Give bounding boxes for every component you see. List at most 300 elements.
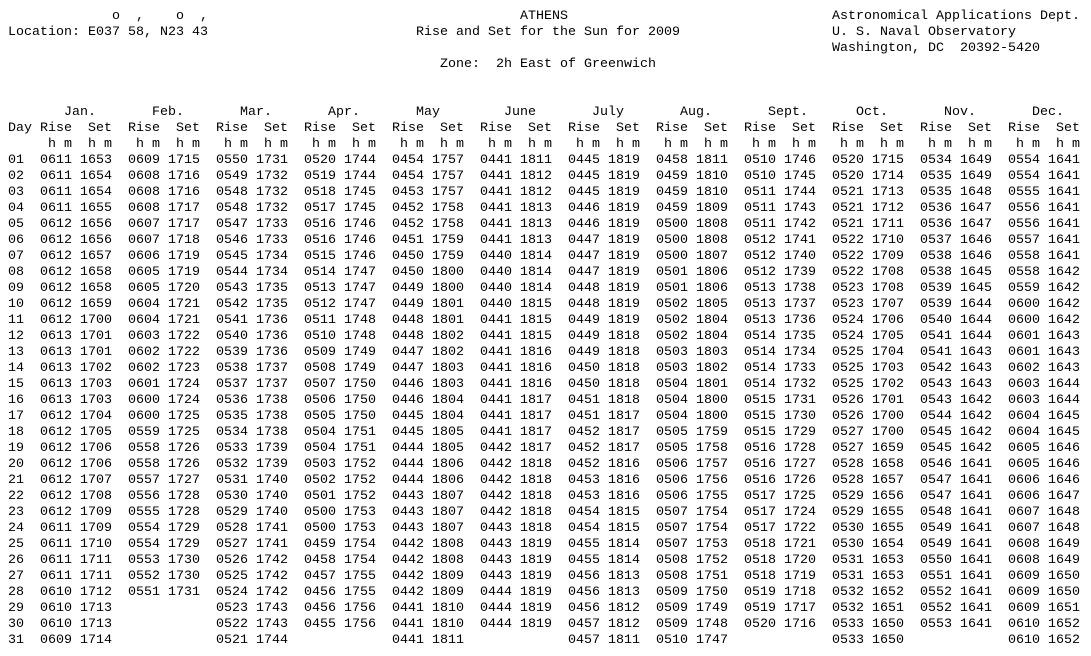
sunrise-time: 0545 bbox=[920, 425, 952, 440]
sunset-time: 1819 bbox=[520, 585, 552, 600]
table-row bbox=[8, 233, 1088, 249]
sunset-time: 1819 bbox=[608, 297, 640, 312]
sunset-time: 1733 bbox=[784, 361, 816, 376]
sunset-time: 1756 bbox=[344, 601, 376, 616]
sunrise-time: 0543 bbox=[920, 393, 952, 408]
sunrise-time: 0446 bbox=[568, 217, 600, 232]
sunset-time: 1659 bbox=[872, 441, 904, 456]
sunrise-time: 0459 bbox=[656, 201, 688, 216]
sunset-time: 1749 bbox=[344, 345, 376, 360]
sunset-time: 1819 bbox=[520, 617, 552, 632]
sunset-time: 1725 bbox=[168, 409, 200, 424]
sunrise-time: 0613 bbox=[40, 329, 72, 344]
sunset-time: 1801 bbox=[696, 377, 728, 392]
sunset-time: 1813 bbox=[608, 569, 640, 584]
sunset-time: 1659 bbox=[80, 297, 112, 312]
month-header: Feb. bbox=[152, 105, 184, 120]
sunset-time: 1758 bbox=[696, 441, 728, 456]
sunset-time: 1817 bbox=[608, 441, 640, 456]
sunrise-time: 0610 bbox=[40, 601, 72, 616]
sunset-time: 1701 bbox=[872, 393, 904, 408]
sunrise-time: 0531 bbox=[216, 473, 248, 488]
sunset-time: 1721 bbox=[168, 297, 200, 312]
sunrise-time: 0457 bbox=[304, 569, 336, 584]
sunrise-time: 0540 bbox=[920, 313, 952, 328]
sunset-time: 1752 bbox=[696, 553, 728, 568]
sunrise-time: 0613 bbox=[40, 345, 72, 360]
sunset-time: 1816 bbox=[520, 377, 552, 392]
sunrise-time: 0609 bbox=[40, 633, 72, 648]
sunrise-time: 0536 bbox=[216, 393, 248, 408]
sunrise-time: 0509 bbox=[656, 601, 688, 616]
sunrise-time: 0512 bbox=[744, 249, 776, 264]
sunset-time: 1652 bbox=[1048, 633, 1080, 648]
sunset-time: 1730 bbox=[784, 409, 816, 424]
sunset-time: 1641 bbox=[1048, 217, 1080, 232]
sunset-time: 1654 bbox=[872, 537, 904, 552]
sunset-time: 1818 bbox=[608, 393, 640, 408]
sunrise-time: 0545 bbox=[216, 249, 248, 264]
sunset-time: 1738 bbox=[256, 409, 288, 424]
rise-units-label: h m bbox=[488, 137, 512, 152]
sunrise-time: 0508 bbox=[656, 569, 688, 584]
page-title: Rise and Set for the Sun for 2009 bbox=[416, 25, 680, 40]
sunrise-time: 0448 bbox=[568, 297, 600, 312]
sunset-time: 1732 bbox=[784, 377, 816, 392]
sunrise-time: 0520 bbox=[832, 153, 864, 168]
sunrise-time: 0445 bbox=[568, 185, 600, 200]
sunrise-time: 0551 bbox=[920, 569, 952, 584]
sunset-time: 1802 bbox=[696, 361, 728, 376]
sunset-time: 1807 bbox=[432, 521, 464, 536]
sunrise-time: 0507 bbox=[656, 537, 688, 552]
time-zone: Zone: 2h East of Greenwich bbox=[440, 57, 656, 72]
set-units-label: h m bbox=[528, 137, 552, 152]
sunset-time: 1649 bbox=[1048, 553, 1080, 568]
sunset-time: 1816 bbox=[608, 473, 640, 488]
day-number: 26 bbox=[8, 553, 24, 568]
sunrise-time: 0612 bbox=[40, 249, 72, 264]
sunrise-time: 0549 bbox=[216, 169, 248, 184]
sunset-time: 1727 bbox=[784, 457, 816, 472]
sunset-time: 1653 bbox=[80, 153, 112, 168]
sunset-time: 1717 bbox=[168, 201, 200, 216]
sunset-time: 1808 bbox=[696, 217, 728, 232]
sunrise-time: 0556 bbox=[128, 489, 160, 504]
day-number: 05 bbox=[8, 217, 24, 232]
sunset-time: 1738 bbox=[784, 281, 816, 296]
sunset-time: 1747 bbox=[344, 265, 376, 280]
sunset-time: 1715 bbox=[872, 153, 904, 168]
sunset-time: 1655 bbox=[872, 521, 904, 536]
sunset-time: 1729 bbox=[168, 521, 200, 536]
header-line-4 bbox=[8, 57, 1088, 73]
sunset-time: 1815 bbox=[520, 329, 552, 344]
sunrise-time: 0609 bbox=[1008, 601, 1040, 616]
sunrise-time: 0521 bbox=[832, 217, 864, 232]
sunrise-time: 0516 bbox=[744, 441, 776, 456]
sunrise-time: 0548 bbox=[920, 505, 952, 520]
sunset-time: 1716 bbox=[168, 185, 200, 200]
sunrise-time: 0442 bbox=[480, 457, 512, 472]
sunrise-time: 0455 bbox=[568, 537, 600, 552]
sunrise-time: 0511 bbox=[304, 313, 336, 328]
sunrise-time: 0612 bbox=[40, 489, 72, 504]
sunset-time: 1729 bbox=[168, 537, 200, 552]
sunrise-time: 0507 bbox=[304, 377, 336, 392]
sunset-time: 1738 bbox=[256, 425, 288, 440]
sunrise-time: 0605 bbox=[1008, 441, 1040, 456]
sunrise-time: 0525 bbox=[216, 569, 248, 584]
header-line-3 bbox=[8, 41, 1088, 57]
sunset-time: 1715 bbox=[168, 153, 200, 168]
sunset-time: 1646 bbox=[1048, 473, 1080, 488]
day-number: 31 bbox=[8, 633, 24, 648]
sunset-time: 1647 bbox=[960, 201, 992, 216]
sunrise-time: 0537 bbox=[216, 377, 248, 392]
sunset-time: 1720 bbox=[168, 281, 200, 296]
rise-column-label: Rise bbox=[128, 121, 160, 136]
sunset-time: 1819 bbox=[608, 201, 640, 216]
rise-column-label: Rise bbox=[480, 121, 512, 136]
sunrise-time: 0519 bbox=[744, 585, 776, 600]
sunrise-time: 0442 bbox=[480, 489, 512, 504]
sunset-time: 1809 bbox=[432, 585, 464, 600]
sunrise-time: 0552 bbox=[920, 601, 952, 616]
sunrise-time: 0442 bbox=[392, 553, 424, 568]
sunset-time: 1808 bbox=[696, 233, 728, 248]
sunrise-time: 0441 bbox=[392, 633, 424, 648]
sunrise-time: 0533 bbox=[216, 441, 248, 456]
sunrise-time: 0458 bbox=[656, 153, 688, 168]
sunset-time: 1647 bbox=[960, 217, 992, 232]
sunset-time: 1803 bbox=[432, 377, 464, 392]
sunrise-time: 0454 bbox=[392, 169, 424, 184]
sunrise-time: 0612 bbox=[40, 425, 72, 440]
sunrise-time: 0512 bbox=[744, 265, 776, 280]
sunset-time: 1755 bbox=[696, 489, 728, 504]
sunrise-time: 0511 bbox=[744, 217, 776, 232]
sunrise-time: 0514 bbox=[744, 345, 776, 360]
sunset-time: 1702 bbox=[872, 377, 904, 392]
sunset-time: 1754 bbox=[344, 553, 376, 568]
sunrise-time: 0510 bbox=[656, 633, 688, 648]
table-row bbox=[8, 201, 1088, 217]
sunset-time: 1747 bbox=[344, 297, 376, 312]
sunset-time: 1650 bbox=[872, 617, 904, 632]
sunset-time: 1656 bbox=[80, 217, 112, 232]
sunrise-time: 0449 bbox=[568, 329, 600, 344]
coordinate-unit-marks: o , o , bbox=[112, 9, 208, 24]
sunset-time: 1735 bbox=[256, 281, 288, 296]
sunrise-time: 0607 bbox=[128, 233, 160, 248]
sunset-time: 1723 bbox=[168, 361, 200, 376]
sunrise-time: 0608 bbox=[1008, 537, 1040, 552]
sunrise-time: 0459 bbox=[304, 537, 336, 552]
sunset-time: 1642 bbox=[960, 425, 992, 440]
sunset-time: 1744 bbox=[784, 185, 816, 200]
sunset-time: 1805 bbox=[696, 297, 728, 312]
sunrise-time: 0519 bbox=[744, 601, 776, 616]
sunrise-time: 0529 bbox=[832, 489, 864, 504]
day-number: 20 bbox=[8, 457, 24, 472]
sunset-time: 1700 bbox=[80, 313, 112, 328]
sunrise-time: 0442 bbox=[392, 585, 424, 600]
sunset-time: 1648 bbox=[1048, 505, 1080, 520]
sunset-time: 1641 bbox=[960, 537, 992, 552]
sunrise-time: 0538 bbox=[920, 249, 952, 264]
sunrise-time: 0441 bbox=[392, 617, 424, 632]
sunset-time: 1643 bbox=[960, 361, 992, 376]
sunset-time: 1705 bbox=[872, 329, 904, 344]
sunset-time: 1746 bbox=[784, 153, 816, 168]
sunrise-time: 0459 bbox=[656, 169, 688, 184]
sunrise-time: 0441 bbox=[480, 169, 512, 184]
table-row bbox=[8, 217, 1088, 233]
sunset-time: 1750 bbox=[344, 409, 376, 424]
sunset-time: 1713 bbox=[872, 185, 904, 200]
sunset-time: 1751 bbox=[344, 425, 376, 440]
sunrise-time: 0613 bbox=[40, 377, 72, 392]
sunrise-time: 0504 bbox=[656, 393, 688, 408]
day-number: 18 bbox=[8, 425, 24, 440]
sunset-time: 1807 bbox=[432, 489, 464, 504]
sunrise-time: 0517 bbox=[304, 201, 336, 216]
day-number: 10 bbox=[8, 297, 24, 312]
sunrise-time: 0609 bbox=[1008, 569, 1040, 584]
day-number: 01 bbox=[8, 153, 24, 168]
rise-column-label: Rise bbox=[392, 121, 424, 136]
sunrise-time: 0550 bbox=[920, 553, 952, 568]
sunset-time: 1815 bbox=[520, 297, 552, 312]
sunset-time: 1754 bbox=[696, 505, 728, 520]
sunrise-time: 0452 bbox=[392, 217, 424, 232]
sunset-time: 1756 bbox=[696, 473, 728, 488]
sunset-time: 1746 bbox=[344, 233, 376, 248]
sunset-time: 1817 bbox=[520, 393, 552, 408]
sunset-time: 1706 bbox=[80, 441, 112, 456]
set-column-label: Set bbox=[352, 121, 376, 136]
set-units-label: h m bbox=[616, 137, 640, 152]
sunset-time: 1745 bbox=[344, 201, 376, 216]
sunrise-time: 0600 bbox=[1008, 313, 1040, 328]
sunrise-time: 0456 bbox=[304, 585, 336, 600]
sunset-time: 1742 bbox=[256, 569, 288, 584]
sunrise-time: 0441 bbox=[480, 201, 512, 216]
month-header-row bbox=[8, 105, 1088, 121]
sunrise-time: 0542 bbox=[920, 361, 952, 376]
day-number: 17 bbox=[8, 409, 24, 424]
sunrise-time: 0557 bbox=[128, 473, 160, 488]
sunrise-time: 0444 bbox=[480, 601, 512, 616]
sunrise-time: 0527 bbox=[832, 425, 864, 440]
sunset-time: 1748 bbox=[696, 617, 728, 632]
sunset-time: 1805 bbox=[432, 425, 464, 440]
sunrise-time: 0532 bbox=[832, 585, 864, 600]
sunrise-time: 0528 bbox=[832, 473, 864, 488]
sunrise-time: 0458 bbox=[304, 553, 336, 568]
location-label: Location: E037 58, N23 43 bbox=[8, 25, 208, 40]
sunrise-time: 0447 bbox=[392, 361, 424, 376]
sunrise-time: 0503 bbox=[304, 457, 336, 472]
sunset-time: 1726 bbox=[168, 441, 200, 456]
sunset-time: 1721 bbox=[784, 537, 816, 552]
sunrise-time: 0528 bbox=[216, 521, 248, 536]
sunset-time: 1819 bbox=[520, 537, 552, 552]
sunrise-time: 0443 bbox=[480, 537, 512, 552]
sunset-time: 1657 bbox=[80, 249, 112, 264]
sunrise-time: 0526 bbox=[216, 553, 248, 568]
sunset-time: 1739 bbox=[256, 441, 288, 456]
day-number: 13 bbox=[8, 345, 24, 360]
sunset-time: 1645 bbox=[960, 281, 992, 296]
sunset-time: 1641 bbox=[960, 489, 992, 504]
sunset-time: 1641 bbox=[1048, 249, 1080, 264]
sunset-time: 1725 bbox=[168, 425, 200, 440]
sunset-time: 1812 bbox=[520, 169, 552, 184]
sunset-time: 1743 bbox=[256, 601, 288, 616]
sunset-time: 1819 bbox=[608, 265, 640, 280]
sunset-time: 1642 bbox=[1048, 281, 1080, 296]
sunrise-time: 0448 bbox=[568, 281, 600, 296]
sunrise-time: 0444 bbox=[392, 457, 424, 472]
sun-rise-set-document bbox=[8, 9, 1088, 649]
sunrise-time: 0444 bbox=[392, 441, 424, 456]
sunrise-time: 0534 bbox=[216, 425, 248, 440]
sunrise-time: 0510 bbox=[744, 153, 776, 168]
sunset-time: 1818 bbox=[608, 361, 640, 376]
sunrise-time: 0443 bbox=[480, 553, 512, 568]
sunset-time: 1757 bbox=[432, 185, 464, 200]
sunset-time: 1658 bbox=[872, 457, 904, 472]
sunset-time: 1818 bbox=[608, 329, 640, 344]
sunset-time: 1755 bbox=[344, 569, 376, 584]
sunrise-time: 0447 bbox=[392, 345, 424, 360]
sunrise-time: 0446 bbox=[568, 201, 600, 216]
sunset-time: 1805 bbox=[432, 441, 464, 456]
sunset-time: 1813 bbox=[520, 233, 552, 248]
sunrise-time: 0604 bbox=[1008, 409, 1040, 424]
column-label-row bbox=[8, 121, 1088, 137]
sunrise-time: 0451 bbox=[568, 409, 600, 424]
sunrise-time: 0443 bbox=[392, 489, 424, 504]
sunset-time: 1811 bbox=[696, 153, 728, 168]
sunset-time: 1643 bbox=[1048, 345, 1080, 360]
month-header: May bbox=[416, 105, 440, 120]
sunset-time: 1817 bbox=[608, 425, 640, 440]
sunrise-time: 0514 bbox=[304, 265, 336, 280]
sunrise-time: 0500 bbox=[304, 505, 336, 520]
sunrise-time: 0552 bbox=[128, 569, 160, 584]
sunrise-time: 0612 bbox=[40, 281, 72, 296]
set-units-label: h m bbox=[704, 137, 728, 152]
rise-column-label: Rise bbox=[216, 121, 248, 136]
sunrise-time: 0513 bbox=[744, 281, 776, 296]
sunset-time: 1658 bbox=[80, 265, 112, 280]
sunrise-time: 0505 bbox=[656, 441, 688, 456]
sunset-time: 1722 bbox=[784, 521, 816, 536]
sunset-time: 1653 bbox=[872, 553, 904, 568]
sunrise-time: 0445 bbox=[568, 153, 600, 168]
sunrise-time: 0612 bbox=[40, 409, 72, 424]
sunrise-time: 0527 bbox=[832, 441, 864, 456]
sunset-time: 1710 bbox=[872, 233, 904, 248]
sunrise-time: 0607 bbox=[128, 217, 160, 232]
sunset-time: 1739 bbox=[784, 265, 816, 280]
sunrise-time: 0546 bbox=[920, 457, 952, 472]
observatory-name: U. S. Naval Observatory bbox=[832, 25, 1016, 40]
sunset-time: 1814 bbox=[608, 553, 640, 568]
day-number: 22 bbox=[8, 489, 24, 504]
sunset-time: 1744 bbox=[344, 169, 376, 184]
sunrise-time: 0505 bbox=[304, 409, 336, 424]
day-number: 21 bbox=[8, 473, 24, 488]
sunrise-time: 0545 bbox=[920, 441, 952, 456]
sunrise-time: 0445 bbox=[568, 169, 600, 184]
sunset-time: 1650 bbox=[1048, 569, 1080, 584]
set-units-label: h m bbox=[880, 137, 904, 152]
sunset-time: 1650 bbox=[1048, 585, 1080, 600]
sunrise-time: 0608 bbox=[128, 169, 160, 184]
sunset-time: 1643 bbox=[960, 377, 992, 392]
sunrise-time: 0441 bbox=[392, 601, 424, 616]
sunset-time: 1817 bbox=[520, 409, 552, 424]
sunset-time: 1742 bbox=[256, 553, 288, 568]
sunrise-time: 0456 bbox=[568, 569, 600, 584]
month-header: Mar. bbox=[240, 105, 272, 120]
sunset-time: 1711 bbox=[80, 553, 112, 568]
sunset-time: 1811 bbox=[520, 153, 552, 168]
day-number: 06 bbox=[8, 233, 24, 248]
month-header: Nov. bbox=[944, 105, 976, 120]
sunrise-time: 0509 bbox=[656, 585, 688, 600]
sunset-time: 1711 bbox=[872, 217, 904, 232]
sunset-time: 1752 bbox=[344, 473, 376, 488]
sunrise-time: 0612 bbox=[40, 505, 72, 520]
sunrise-time: 0442 bbox=[480, 473, 512, 488]
sunrise-time: 0611 bbox=[40, 185, 72, 200]
sunrise-time: 0502 bbox=[656, 297, 688, 312]
sunset-time: 1700 bbox=[872, 409, 904, 424]
sunset-time: 1720 bbox=[784, 553, 816, 568]
sunrise-time: 0501 bbox=[304, 489, 336, 504]
sunset-time: 1800 bbox=[432, 265, 464, 280]
sunrise-time: 0519 bbox=[304, 169, 336, 184]
sunset-time: 1804 bbox=[432, 409, 464, 424]
sunset-time: 1655 bbox=[872, 505, 904, 520]
sunrise-time: 0559 bbox=[1008, 281, 1040, 296]
rise-column-label: Rise bbox=[1008, 121, 1040, 136]
sunrise-time: 0553 bbox=[920, 617, 952, 632]
sunrise-time: 0603 bbox=[1008, 393, 1040, 408]
sunrise-time: 0548 bbox=[216, 201, 248, 216]
table-row bbox=[8, 249, 1088, 265]
set-units-label: h m bbox=[352, 137, 376, 152]
sunset-time: 1818 bbox=[520, 489, 552, 504]
sunset-time: 1758 bbox=[432, 201, 464, 216]
sunrise-time: 0506 bbox=[304, 393, 336, 408]
sunrise-time: 0525 bbox=[832, 377, 864, 392]
sunset-time: 1647 bbox=[1048, 489, 1080, 504]
sunrise-time: 0605 bbox=[1008, 457, 1040, 472]
sunrise-time: 0602 bbox=[128, 361, 160, 376]
sunset-time: 1713 bbox=[80, 601, 112, 616]
sunset-time: 1642 bbox=[960, 393, 992, 408]
day-number: 25 bbox=[8, 537, 24, 552]
sunset-time: 1757 bbox=[432, 169, 464, 184]
sunrise-time: 0612 bbox=[40, 265, 72, 280]
sunrise-time: 0517 bbox=[744, 521, 776, 536]
